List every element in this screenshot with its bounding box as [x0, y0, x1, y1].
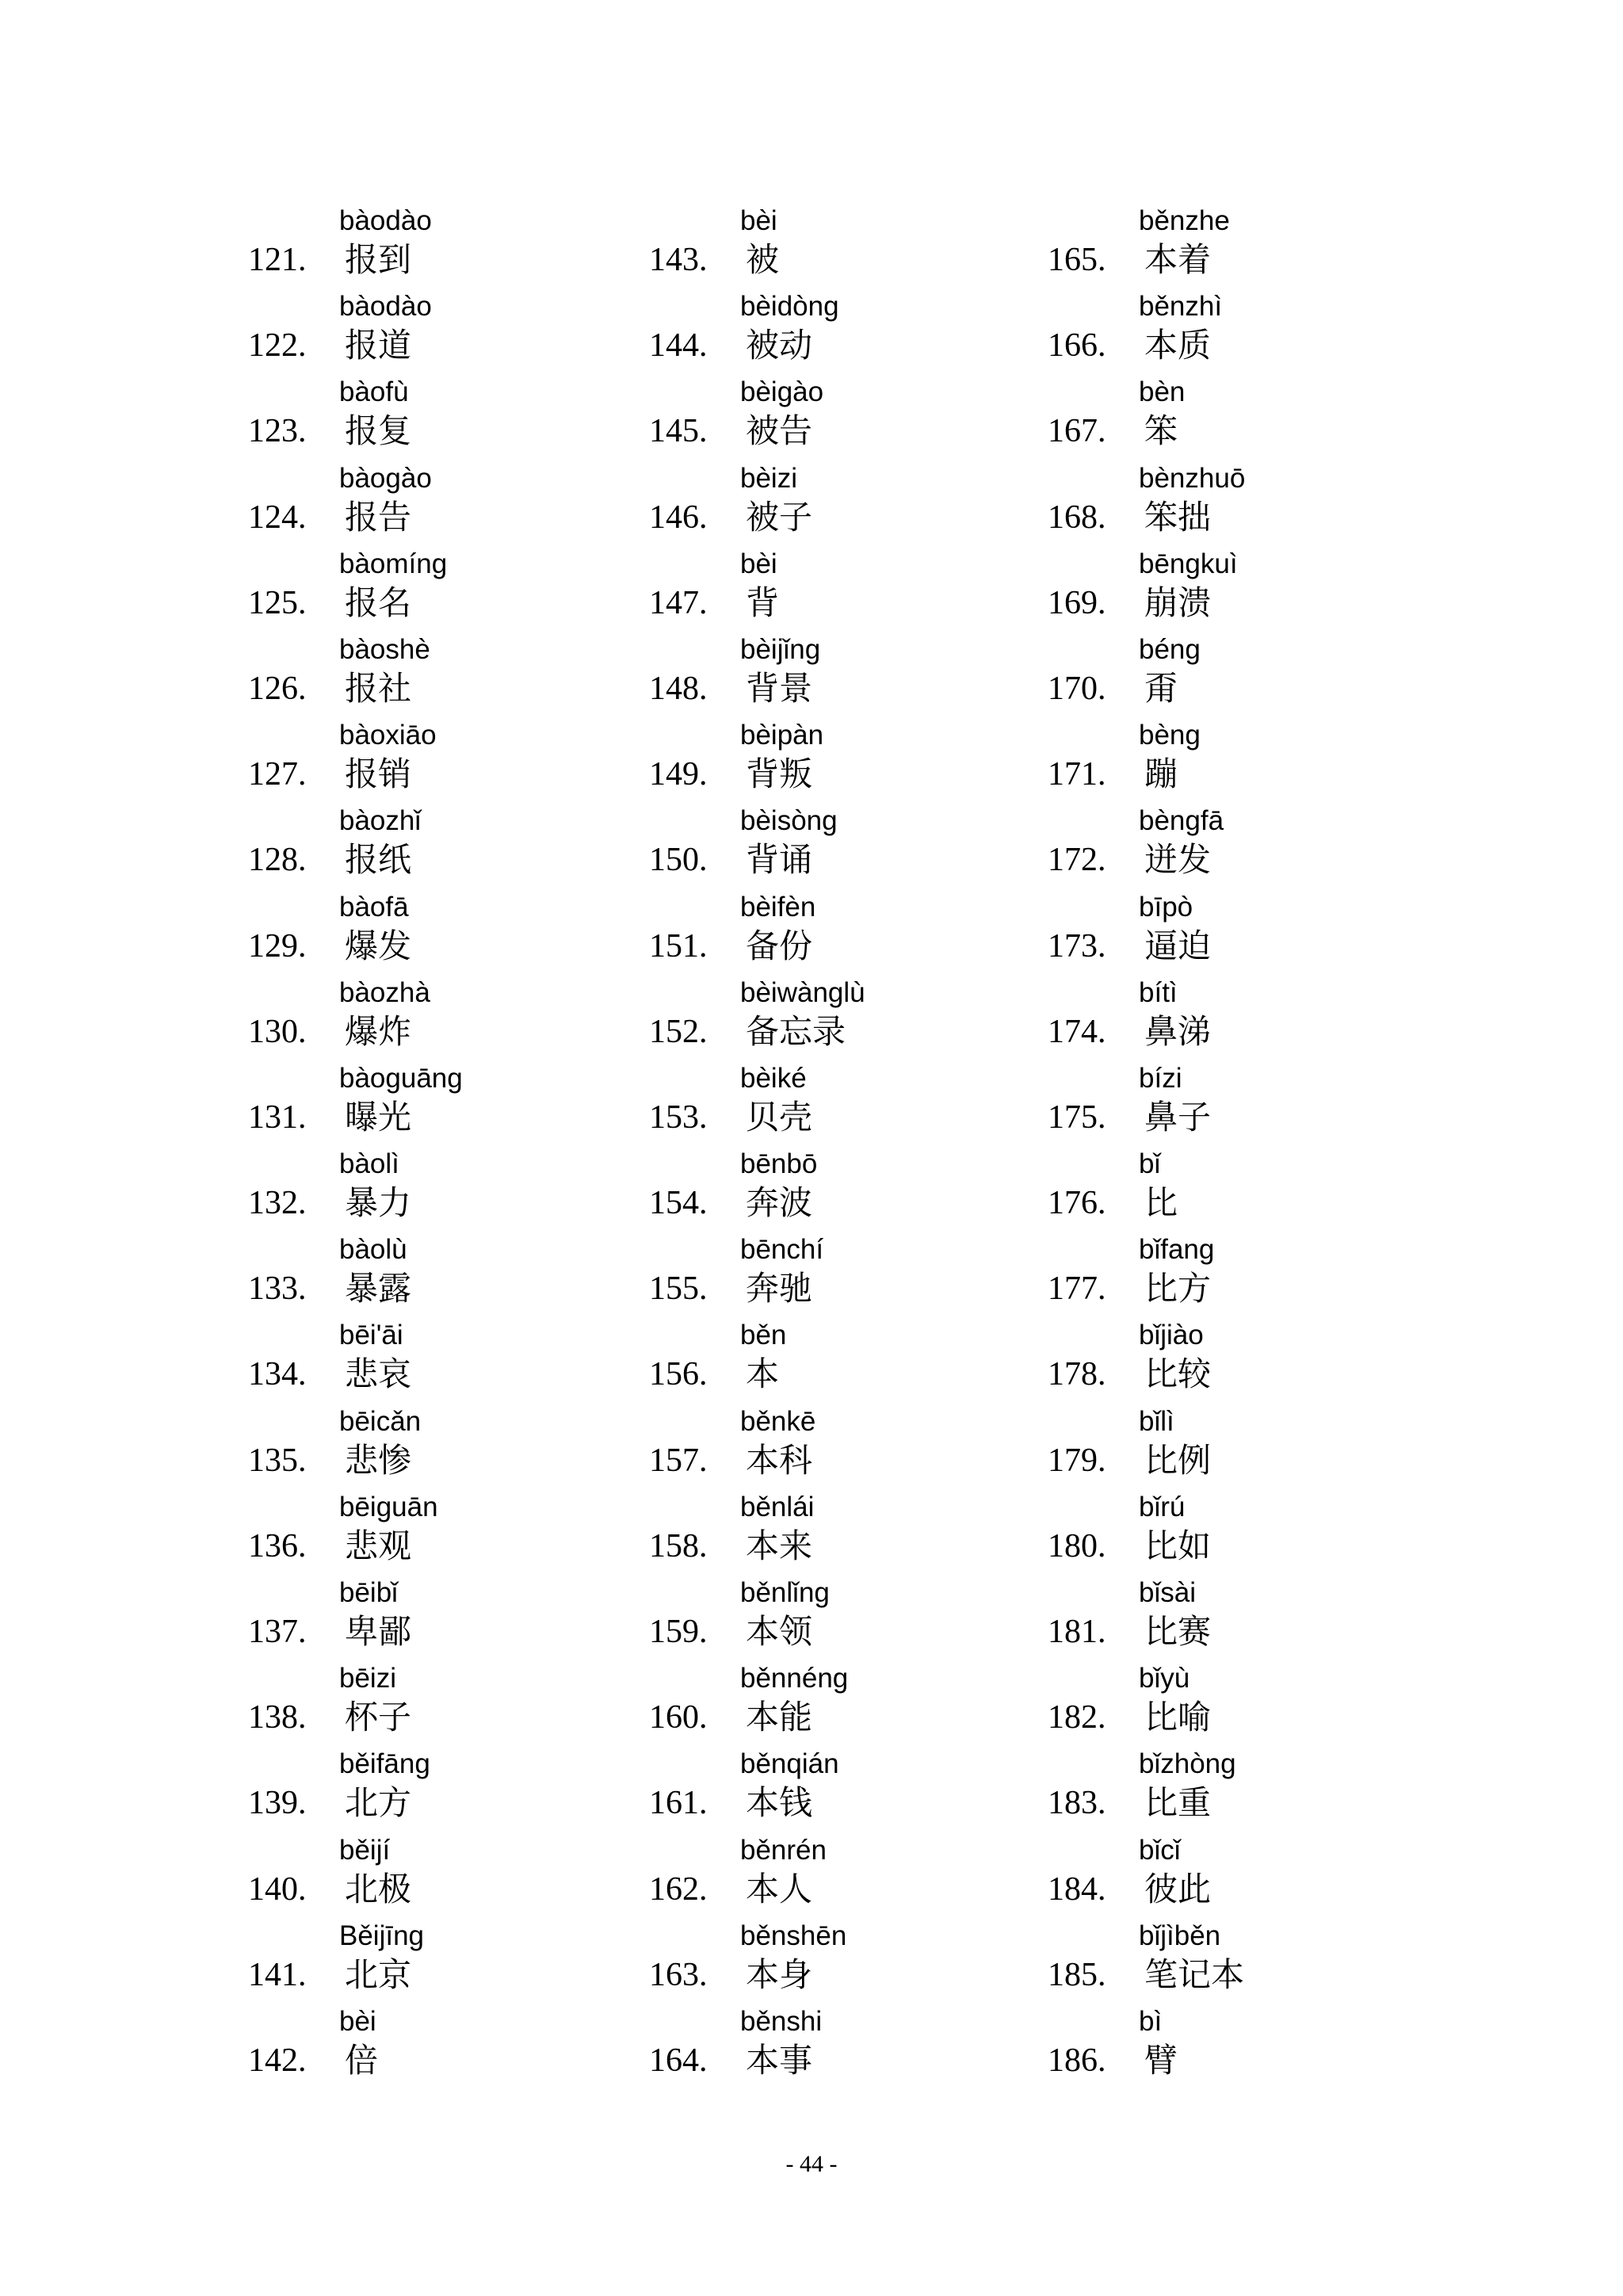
entry-pinyin: bítì: [1139, 976, 1178, 1008]
vocab-entry: [649, 376, 1029, 462]
entry-number: 159.: [649, 1614, 708, 1650]
vocab-entry: [248, 548, 628, 634]
entry-number: 170.: [1048, 670, 1106, 707]
entry-pinyin: Běijīng: [339, 1920, 425, 1951]
vocab-entry: [248, 205, 628, 291]
entry-pinyin: běnlái: [740, 1491, 815, 1522]
entry-number: 176.: [1048, 1185, 1106, 1222]
entry-hanzi: 臂: [1144, 2040, 1178, 2080]
entry-number: 145.: [649, 413, 708, 450]
vocab-entry: [1048, 463, 1428, 548]
vocab-entry: [649, 1577, 1029, 1663]
entry-number: 153.: [649, 1098, 708, 1136]
entry-hanzi: 杯子: [345, 1698, 412, 1737]
entry-pinyin: běifāng: [339, 1748, 430, 1780]
entry-pinyin: běnlǐng: [740, 1577, 830, 1608]
entry-pinyin: běn: [740, 1320, 787, 1351]
entry-pinyin: bàoguāng: [339, 1062, 463, 1094]
entry-pinyin: béng: [1139, 633, 1201, 665]
vocab-entry: [649, 548, 1029, 634]
entry-pinyin: bēiguān: [339, 1491, 438, 1522]
vocab-entry: [649, 1406, 1029, 1492]
entry-pinyin: běnqián: [740, 1748, 839, 1780]
entry-pinyin: běnshi: [740, 2005, 823, 2037]
entry-number: 141.: [248, 1956, 307, 1993]
entry-number: 171.: [1048, 756, 1106, 793]
entry-number: 132.: [248, 1185, 307, 1222]
entry-pinyin: bǐlì: [1139, 1405, 1174, 1437]
entry-hanzi: 逼迫: [1144, 926, 1212, 965]
entry-pinyin: bàogào: [339, 462, 432, 494]
vocab-entry: [649, 1148, 1029, 1234]
entry-number: 183.: [1048, 1785, 1106, 1822]
vocab-entry: [248, 1492, 628, 1577]
entry-pinyin: bǐrú: [1139, 1491, 1186, 1522]
entry-hanzi: 背: [746, 583, 780, 622]
entry-number: 158.: [649, 1527, 708, 1564]
vocab-entry: [1048, 376, 1428, 462]
vocab-entry: [1048, 1835, 1428, 1920]
entry-hanzi: 笔记本: [1144, 1954, 1245, 1994]
entry-pinyin: bàozhà: [339, 976, 430, 1008]
entry-number: 172.: [1048, 842, 1106, 879]
entry-number: 168.: [1048, 499, 1106, 536]
entry-number: 128.: [248, 842, 307, 879]
vocab-entry: [248, 1148, 628, 1234]
entry-hanzi: 背景: [746, 668, 813, 708]
entry-hanzi: 本身: [746, 1954, 813, 1994]
entry-pinyin: bèng: [1139, 720, 1201, 751]
entry-pinyin: bízi: [1139, 1062, 1182, 1094]
entry-pinyin: bèijǐng: [740, 633, 821, 665]
entry-number: 152.: [649, 1013, 708, 1050]
entry-hanzi: 奔波: [746, 1183, 813, 1223]
entry-hanzi: 本科: [746, 1440, 813, 1480]
entry-hanzi: 报告: [345, 497, 412, 537]
entry-pinyin: běijí: [339, 1834, 391, 1866]
entry-pinyin: běnzhe: [1139, 205, 1230, 236]
entry-pinyin: bèi: [339, 2005, 376, 2037]
vocab-entry: [248, 1406, 628, 1492]
vocab-entry: [248, 1063, 628, 1148]
vocab-column-1: [248, 205, 628, 2092]
entry-pinyin: bēibǐ: [339, 1577, 398, 1608]
entry-number: 155.: [649, 1270, 708, 1308]
entry-hanzi: 比重: [1144, 1783, 1212, 1823]
entry-pinyin: bàoshè: [339, 633, 430, 665]
entry-pinyin: bàoxiāo: [339, 720, 437, 751]
entry-hanzi: 本着: [1144, 240, 1212, 279]
vocab-entry: [1048, 1148, 1428, 1234]
entry-hanzi: 本钱: [746, 1783, 813, 1823]
entry-hanzi: 比方: [1144, 1269, 1212, 1308]
entry-hanzi: 比: [1144, 1183, 1178, 1223]
entry-pinyin: bǐjìběn: [1139, 1920, 1221, 1951]
entry-hanzi: 报销: [345, 755, 412, 794]
entry-pinyin: bàolù: [339, 1234, 407, 1266]
vocab-entry: [248, 1663, 628, 1748]
vocab-column-3: [1048, 205, 1428, 2092]
entry-number: 121.: [248, 242, 307, 278]
entry-hanzi: 本领: [746, 1612, 813, 1651]
entry-number: 143.: [649, 242, 708, 278]
entry-hanzi: 报名: [345, 583, 412, 622]
entry-hanzi: 备忘录: [746, 1011, 846, 1051]
entry-hanzi: 暴力: [345, 1183, 412, 1223]
entry-pinyin: bàozhǐ: [339, 805, 422, 837]
vocab-entry: [248, 1835, 628, 1920]
entry-hanzi: 本来: [746, 1526, 813, 1565]
vocab-entry: [1048, 634, 1428, 720]
entry-number: 186.: [1048, 2042, 1106, 2079]
entry-number: 124.: [248, 499, 307, 536]
vocab-entry: [1048, 291, 1428, 376]
entry-hanzi: 比喻: [1144, 1698, 1212, 1737]
entry-pinyin: bèipàn: [740, 720, 824, 751]
entry-number: 136.: [248, 1527, 307, 1564]
entry-hanzi: 曝光: [345, 1097, 412, 1137]
entry-hanzi: 鼻涕: [1144, 1011, 1212, 1051]
entry-hanzi: 报到: [345, 240, 412, 279]
entry-hanzi: 比如: [1144, 1526, 1212, 1565]
vocab-entry: [1048, 977, 1428, 1063]
entry-number: 126.: [248, 670, 307, 707]
vocab-entry: [1048, 548, 1428, 634]
page-number: - 44 -: [785, 2151, 838, 2177]
entry-hanzi: 北极: [345, 1869, 412, 1908]
entry-hanzi: 崩溃: [1144, 583, 1212, 622]
entry-pinyin: bǐzhòng: [1139, 1748, 1236, 1780]
entry-number: 181.: [1048, 1614, 1106, 1650]
entry-hanzi: 悲观: [345, 1526, 412, 1565]
entry-hanzi: 背诵: [746, 840, 813, 880]
entry-number: 185.: [1048, 1956, 1106, 1993]
entry-pinyin: bǐjiào: [1139, 1320, 1204, 1351]
entry-hanzi: 贝壳: [746, 1097, 813, 1137]
vocab-entry: [248, 634, 628, 720]
entry-hanzi: 报社: [345, 668, 412, 708]
entry-hanzi: 报复: [345, 411, 412, 451]
entry-pinyin: běnrén: [740, 1834, 827, 1866]
entry-number: 166.: [1048, 327, 1106, 365]
entry-pinyin: bēngkuì: [1139, 548, 1238, 579]
entry-hanzi: 本能: [746, 1698, 813, 1737]
entry-hanzi: 笨拙: [1144, 497, 1212, 537]
entry-number: 182.: [1048, 1699, 1106, 1736]
vocab-entry: [248, 892, 628, 977]
entry-number: 174.: [1048, 1013, 1106, 1050]
vocab-entry: [649, 1320, 1029, 1405]
vocab-entry: [649, 977, 1029, 1063]
entry-pinyin: bàofù: [339, 376, 409, 408]
entry-number: 138.: [248, 1699, 307, 1736]
entry-number: 122.: [248, 327, 307, 365]
entry-number: 144.: [649, 327, 708, 365]
entry-number: 129.: [248, 927, 307, 965]
entry-number: 146.: [649, 499, 708, 536]
entry-hanzi: 报道: [345, 326, 412, 365]
entry-number: 180.: [1048, 1527, 1106, 1564]
entry-number: 160.: [649, 1699, 708, 1736]
vocab-entry: [1048, 1234, 1428, 1320]
entry-number: 179.: [1048, 1442, 1106, 1479]
entry-pinyin: bèiké: [740, 1062, 807, 1094]
entry-pinyin: bèngfā: [1139, 805, 1224, 837]
entry-pinyin: bēnchí: [740, 1234, 824, 1266]
vocab-entry: [248, 805, 628, 891]
entry-pinyin: bǐsài: [1139, 1577, 1196, 1608]
entry-hanzi: 被: [746, 240, 780, 279]
entry-pinyin: bàodào: [339, 291, 432, 323]
vocab-entry: [248, 376, 628, 462]
entry-number: 184.: [1048, 1870, 1106, 1908]
entry-pinyin: bèisòng: [740, 805, 838, 837]
entry-hanzi: 倍: [345, 2040, 379, 2080]
entry-hanzi: 笨: [1144, 411, 1178, 451]
vocab-entry: [248, 1748, 628, 1834]
vocab-entry: [1048, 2006, 1428, 2092]
entry-pinyin: bàomíng: [339, 548, 448, 579]
entry-pinyin: bèifèn: [740, 891, 816, 923]
entry-number: 151.: [649, 927, 708, 965]
entry-hanzi: 爆发: [345, 926, 412, 965]
entry-hanzi: 甭: [1144, 668, 1178, 708]
vocab-entry: [248, 1320, 628, 1405]
entry-number: 178.: [1048, 1356, 1106, 1393]
vocab-entry: [649, 2006, 1029, 2092]
entry-hanzi: 奔驰: [746, 1269, 813, 1308]
vocab-entry: [649, 805, 1029, 891]
vocab-entry: [649, 1835, 1029, 1920]
vocab-entry: [1048, 1406, 1428, 1492]
vocab-entry: [649, 634, 1029, 720]
entry-hanzi: 卑鄙: [345, 1612, 412, 1651]
vocab-entry: [1048, 805, 1428, 891]
vocab-entry: [649, 1234, 1029, 1320]
entry-pinyin: bīpò: [1139, 891, 1193, 923]
entry-pinyin: bēizi: [339, 1663, 396, 1694]
vocab-entry: [1048, 1748, 1428, 1834]
entry-pinyin: běnshēn: [740, 1920, 847, 1951]
entry-pinyin: bèigào: [740, 376, 824, 408]
vocab-entry: [1048, 892, 1428, 977]
entry-number: 134.: [248, 1356, 307, 1393]
vocab-entry: [649, 1920, 1029, 2006]
entry-number: 131.: [248, 1098, 307, 1136]
entry-number: 130.: [248, 1013, 307, 1050]
entry-hanzi: 本人: [746, 1869, 813, 1908]
entry-number: 150.: [649, 842, 708, 879]
vocab-entry: [1048, 1492, 1428, 1577]
entry-hanzi: 本: [746, 1354, 780, 1394]
vocab-entry: [248, 720, 628, 805]
vocab-entry: [248, 291, 628, 376]
entry-pinyin: bèn: [1139, 376, 1186, 408]
entry-number: 164.: [649, 2042, 708, 2079]
entry-hanzi: 暴露: [345, 1269, 412, 1308]
entry-pinyin: bǐyù: [1139, 1663, 1190, 1694]
entry-number: 139.: [248, 1785, 307, 1822]
entry-pinyin: bèi: [740, 205, 777, 236]
vocab-entry: [649, 463, 1029, 548]
vocab-entry: [248, 1920, 628, 2006]
entry-number: 127.: [248, 756, 307, 793]
entry-hanzi: 鼻子: [1144, 1097, 1212, 1137]
entry-number: 142.: [248, 2042, 307, 2079]
entry-pinyin: bèiwànglù: [740, 976, 865, 1008]
entry-hanzi: 被子: [746, 497, 813, 537]
entry-number: 148.: [649, 670, 708, 707]
entry-hanzi: 报纸: [345, 840, 412, 880]
entry-hanzi: 比赛: [1144, 1612, 1212, 1651]
entry-pinyin: běnkē: [740, 1405, 816, 1437]
entry-pinyin: bèizi: [740, 462, 797, 494]
vocab-entry: [1048, 205, 1428, 291]
vocab-entry: [1048, 1663, 1428, 1748]
entry-hanzi: 比例: [1144, 1440, 1212, 1480]
entry-pinyin: bàofā: [339, 891, 409, 923]
entry-number: 163.: [649, 1956, 708, 1993]
vocab-entry: [649, 720, 1029, 805]
entry-number: 140.: [248, 1870, 307, 1908]
vocab-entry: [649, 1492, 1029, 1577]
vocab-entry: [1048, 1320, 1428, 1405]
entry-pinyin: běnzhì: [1139, 291, 1223, 323]
vocab-entry: [649, 205, 1029, 291]
vocab-entry: [649, 291, 1029, 376]
vocab-column-2: [649, 205, 1029, 2092]
entry-number: 149.: [649, 756, 708, 793]
entry-pinyin: bàolì: [339, 1148, 399, 1180]
entry-number: 156.: [649, 1356, 708, 1393]
entry-number: 123.: [248, 413, 307, 450]
vocab-entry: [1048, 1577, 1428, 1663]
vocab-entry: [248, 977, 628, 1063]
entry-number: 133.: [248, 1270, 307, 1308]
entry-hanzi: 蹦: [1144, 755, 1178, 794]
entry-hanzi: 比较: [1144, 1354, 1212, 1394]
entry-hanzi: 本质: [1144, 326, 1212, 365]
entry-pinyin: bǐcǐ: [1139, 1834, 1181, 1866]
entry-hanzi: 本事: [746, 2040, 813, 2080]
entry-number: 135.: [248, 1442, 307, 1479]
entry-hanzi: 背叛: [746, 755, 813, 794]
entry-number: 162.: [649, 1870, 708, 1908]
vocab-entry: [1048, 720, 1428, 805]
entry-pinyin: bàodào: [339, 205, 432, 236]
entry-hanzi: 备份: [746, 926, 813, 965]
entry-number: 175.: [1048, 1098, 1106, 1136]
entry-hanzi: 迸发: [1144, 840, 1212, 880]
entry-hanzi: 北方: [345, 1783, 412, 1823]
entry-pinyin: běnnéng: [740, 1663, 849, 1694]
entry-hanzi: 爆炸: [345, 1011, 412, 1051]
entry-number: 169.: [1048, 584, 1106, 621]
entry-pinyin: bēnbō: [740, 1148, 818, 1180]
vocab-entry: [649, 892, 1029, 977]
vocab-entry: [248, 463, 628, 548]
entry-pinyin: bēi'āi: [339, 1320, 403, 1351]
entry-hanzi: 被告: [746, 411, 813, 451]
entry-number: 167.: [1048, 413, 1106, 450]
vocab-entry: [1048, 1920, 1428, 2006]
vocab-entry: [248, 1577, 628, 1663]
entry-pinyin: bēicǎn: [339, 1405, 422, 1437]
vocab-entry: [649, 1748, 1029, 1834]
vocab-entry: [248, 1234, 628, 1320]
entry-pinyin: bèidòng: [740, 291, 839, 323]
entry-hanzi: 悲哀: [345, 1354, 412, 1394]
entry-number: 154.: [649, 1185, 708, 1222]
entry-number: 161.: [649, 1785, 708, 1822]
entry-pinyin: bènzhuō: [1139, 462, 1246, 494]
entry-pinyin: bǐfang: [1139, 1234, 1215, 1266]
entry-pinyin: bǐ: [1139, 1148, 1161, 1180]
vocab-entry: [649, 1663, 1029, 1748]
entry-number: 177.: [1048, 1270, 1106, 1308]
entry-number: 173.: [1048, 927, 1106, 965]
entry-number: 165.: [1048, 242, 1106, 278]
entry-hanzi: 悲惨: [345, 1440, 412, 1480]
entry-number: 157.: [649, 1442, 708, 1479]
vocab-entry: [649, 1063, 1029, 1148]
entry-pinyin: bèi: [740, 548, 777, 579]
entry-pinyin: bì: [1139, 2005, 1163, 2037]
entry-hanzi: 北京: [345, 1954, 412, 1994]
entry-number: 147.: [649, 584, 708, 621]
entry-number: 125.: [248, 584, 307, 621]
entry-hanzi: 被动: [746, 326, 813, 365]
vocab-entry: [248, 2006, 628, 2092]
entry-number: 137.: [248, 1614, 307, 1650]
entry-hanzi: 彼此: [1144, 1869, 1212, 1908]
vocab-entry: [1048, 1063, 1428, 1148]
